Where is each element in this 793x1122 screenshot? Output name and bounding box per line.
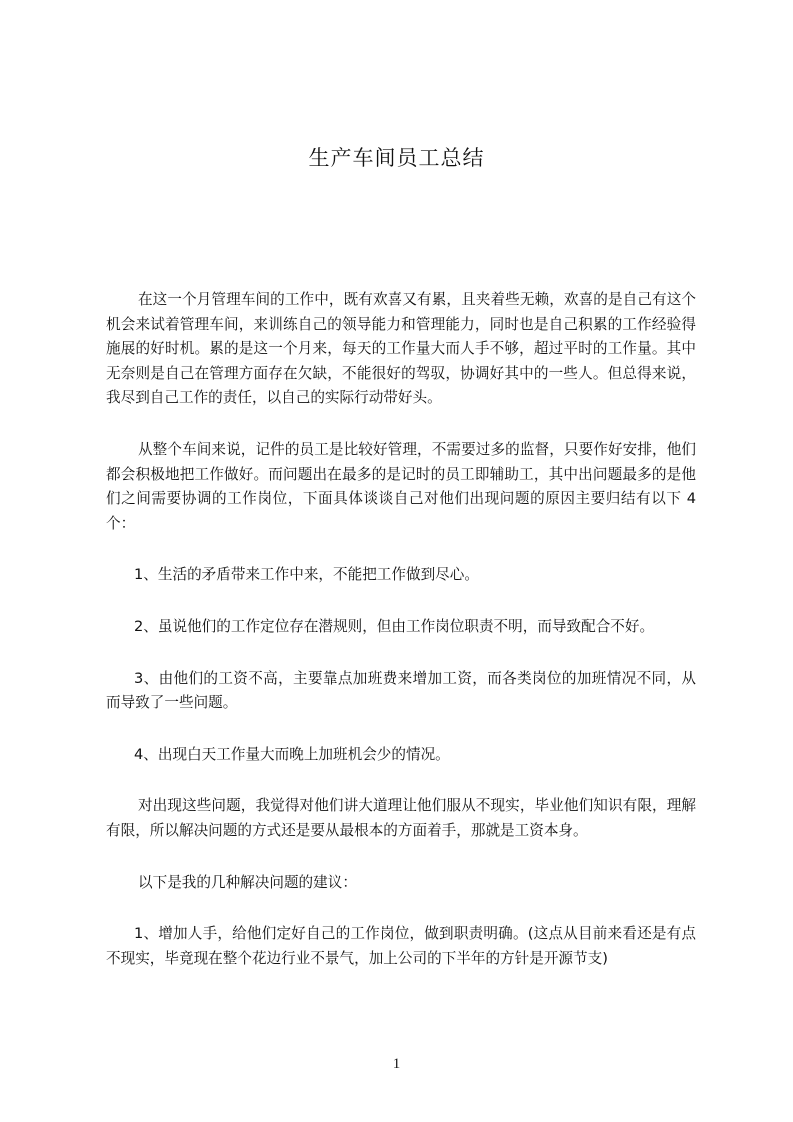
page-number: 1: [392, 1056, 401, 1072]
document-title: 生产车间员工总结: [308, 146, 485, 170]
paragraph-workshop-overview: 从整个车间来说，记件的员工是比较好管理，不需要过多的监督，只要作好安排，他们都会积极地把工作做好。而问题出在最多的是记时的员工即辅助工，其中出问题最多的是他们之间需要协调的工作岗位，下面具体谈谈自己对他们出现问题的原因主要归结有以下 4 个：: [106, 440, 696, 532]
list-item-reason-3: 3、由他们的工资不高，主要靠点加班费来增加工资，而各类岗位的加班情况不同，从而导致了一些问题。: [106, 669, 696, 712]
document-body: [106, 288, 696, 998]
list-item-reason-2: 2、虽说他们的工作定位存在潜规则，但由工作岗位职责不明，而导致配合不好。: [134, 617, 655, 635]
paragraph-intro: 在这一个月管理车间的工作中，既有欢喜又有累，且夹着些无赖，欢喜的是自己有这个机会来试着管理车间，来训练自己的领导能力和管理能力，同时也是自己积累的工作经验得施展的好时机。累的是这一个月来，每天的工作量大而人手不够，超过平时的工作量。其中无奈则是自己在管理方面存在欠缺，不能很好的驾驭，协调好其中的一些人。但总得来说，我尽到自己工作的责任，以自己的实际行动带好头。: [106, 291, 696, 407]
paragraph-analysis: 对出现这些问题，我觉得对他们讲大道理让他们服从不现实，毕业他们知识有限，理解有限，所以解决问题的方式还是要从最根本的方面着手，那就是工资本身。: [106, 797, 696, 839]
list-item-reason-1: 1、生活的矛盾带来工作中来，不能把工作做到尽心。: [134, 566, 479, 584]
list-item-reason-4: 4、出现白天工作量大而晚上加班机会少的情况。: [134, 745, 450, 763]
list-item-suggestion-1: 1、增加人手，给他们定好自己的工作岗位，做到职责明确。(这点从目前来看还是有点不现实，毕竟现在整个花边行业不景气，加上公司的下半年的方针是开源节支): [106, 925, 696, 967]
paragraph-suggestions-intro: 以下是我的几种解决问题的建议：: [138, 873, 357, 891]
